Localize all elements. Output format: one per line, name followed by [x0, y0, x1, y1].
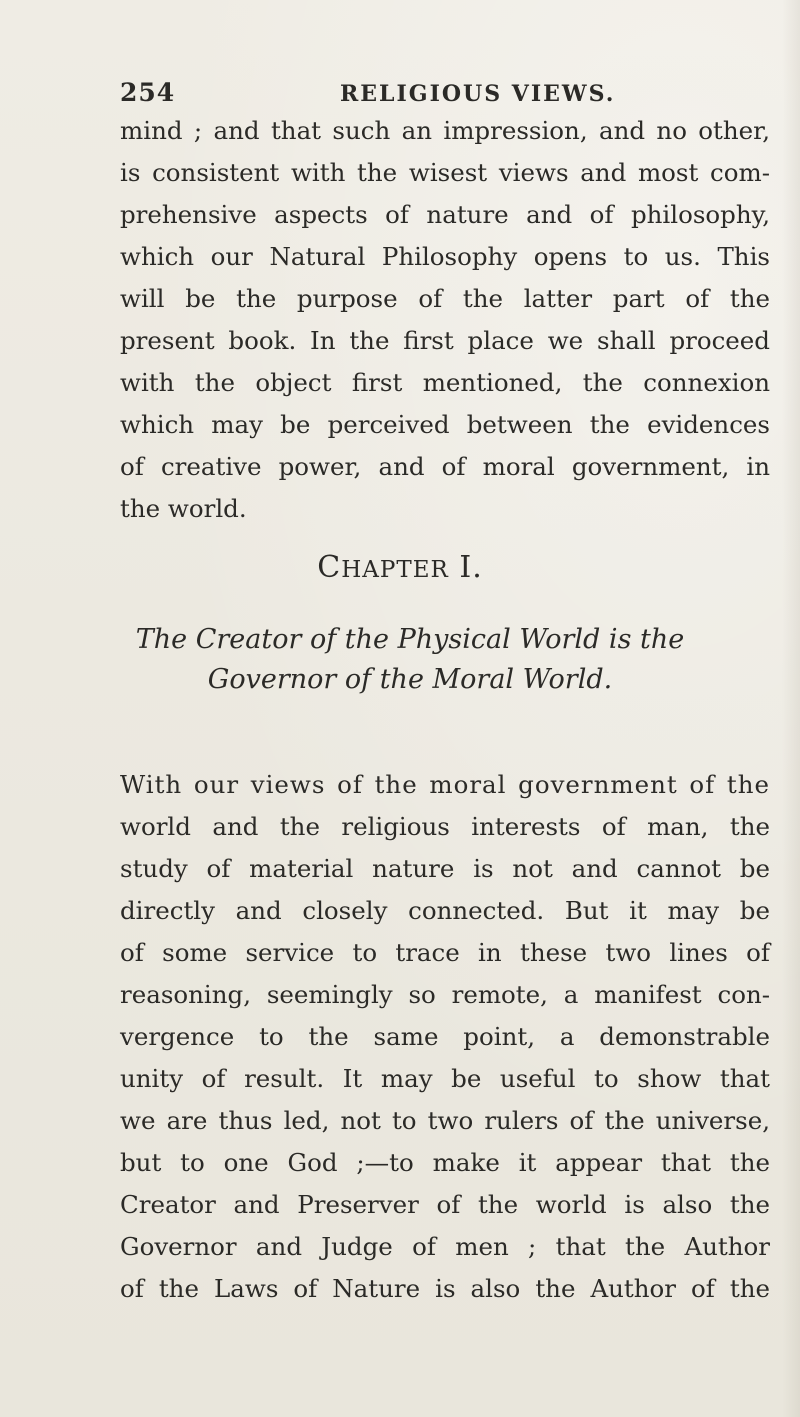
text-line: will be the purpose of the latter part of the [120, 284, 770, 313]
text-line: with the object first mentioned, the connexion [120, 368, 770, 397]
text-line: of creative power, and of moral government, in [120, 452, 770, 481]
chapter-subtitle-line-2: Governor of the Moral World. [207, 664, 613, 695]
chapter-heading-initial: C [317, 550, 342, 585]
chapter-heading [0, 550, 800, 585]
text-line: study of material nature is not and cannot be [120, 854, 770, 883]
chapter-body-paragraph [120, 764, 770, 1310]
text-line: mind ; and that such an impression, and no other, [120, 116, 770, 145]
text-line: vergence to the same point, a demonstrable [120, 1022, 770, 1051]
text-line: which may be perceived between the evidences [120, 410, 770, 439]
text-line: world and the religious interests of man, the [120, 812, 770, 841]
text-line: Governor and Judge of men ; that the Author [120, 1232, 770, 1261]
chapter-heading-numeral: I. [459, 550, 483, 585]
text-line: prehensive aspects of nature and of philosophy, [120, 200, 770, 229]
page-number: 254 [120, 78, 176, 107]
text-line: Creator and Preserver of the world is also the [120, 1190, 770, 1219]
running-head: RELIGIOUS VIEWS. [340, 81, 616, 107]
text-line: unity of result. It may be useful to show that [120, 1064, 770, 1093]
text-line: we are thus led, not to two rulers of the universe, [120, 1106, 770, 1135]
text-line: the world. [120, 494, 247, 523]
chapter-subtitle-line-1: The Creator of the Physical World is the [135, 624, 685, 655]
intro-paragraph [120, 110, 770, 530]
text-line: With our views of the moral government of the [120, 770, 770, 799]
text-line: reasoning, seemingly so remote, a manifest con- [120, 980, 770, 1009]
text-line: is consistent with the wisest views and most com- [120, 158, 770, 187]
text-line: present book. In the first place we shall proceed [120, 326, 770, 355]
text-line: but to one God ;—to make it appear that the [120, 1148, 770, 1177]
text-line: of some service to trace in these two lines of [120, 938, 770, 967]
text-line: which our Natural Philosophy opens to us. This [120, 242, 770, 271]
text-line: directly and closely connected. But it may be [120, 896, 770, 925]
chapter-heading-word: HAPTER [341, 557, 449, 583]
page-edge-shadow [782, 0, 800, 1417]
text-line: of the Laws of Nature is also the Author of the [120, 1274, 770, 1303]
